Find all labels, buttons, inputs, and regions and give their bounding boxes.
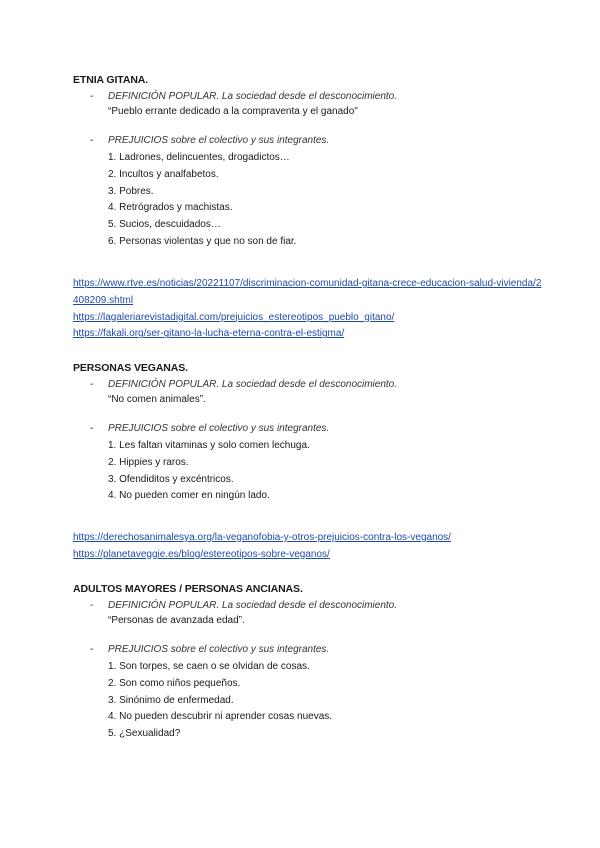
prejudice-bullet xyxy=(73,134,573,148)
list-item: 5. ¿Sexualidad? xyxy=(108,728,181,740)
prejudice-label: PREJUICIOS sobre el colectivo y sus integrantes. xyxy=(108,135,330,146)
definition-label: DEFINICIÓN POPULAR. La sociedad desde el desconocimiento. xyxy=(108,600,398,611)
bullet-dash: - xyxy=(90,644,94,655)
links-personas-veganas xyxy=(73,530,543,564)
links-etnia-gitana xyxy=(73,276,543,343)
definition-label: DEFINICIÓN POPULAR. La sociedad desde el desconocimiento. xyxy=(108,379,398,390)
definition-quote: “Personas de avanzada edad”. xyxy=(108,615,245,626)
list-item: 2. Incultos y analfabetos. xyxy=(108,168,219,180)
reference-link[interactable]: https://www.rtve.es/noticias/20221107/discriminacion-comunidad-gitana-crece-educacion-salud-vivienda/2408209.shtml xyxy=(73,278,542,306)
definition-bullet xyxy=(73,90,573,104)
definition-bullet xyxy=(73,378,573,392)
list-item: 4. Retrógrados y machistas. xyxy=(108,202,233,214)
section-adultos-mayores xyxy=(73,582,573,743)
section-heading: PERSONAS VEGANAS. xyxy=(73,362,188,374)
reference-link[interactable]: https://planetaveggie.es/blog/estereotipos-sobre-veganos/ xyxy=(73,548,330,560)
section-heading: ADULTOS MAYORES / PERSONAS ANCIANAS. xyxy=(73,583,303,595)
list-item: 6. Personas violentas y que no son de fiar. xyxy=(108,235,297,247)
definition-bullet xyxy=(73,599,573,613)
prejudice-bullet xyxy=(73,422,573,436)
list-item: 4. No pueden comer en ningún lado. xyxy=(108,490,270,502)
prejudice-list xyxy=(73,659,573,743)
bullet-dash: - xyxy=(90,600,94,611)
list-item: 3. Sinónimo de enfermedad. xyxy=(108,694,234,706)
reference-link[interactable]: https://fakali.org/ser-gitano-la-lucha-eterna-contra-el-estigma/ xyxy=(73,328,345,340)
prejudice-bullet xyxy=(73,643,573,657)
section-etnia-gitana xyxy=(73,73,573,251)
list-item: 2. Son como niños pequeños. xyxy=(108,677,241,689)
list-item: 1. Les faltan vitaminas y solo comen lechuga. xyxy=(108,440,310,451)
list-item: 3. Pobres. xyxy=(108,185,154,197)
reference-link[interactable]: https://lagaleriarevistadigital.com/prejuicios_estereotipos_pueblo_gitano/ xyxy=(73,311,395,323)
definition-quote: “No comen animales”. xyxy=(108,394,206,405)
definition-quote: “Pueblo errante dedicado a la compraventa y el ganado" xyxy=(108,106,358,117)
prejudice-list xyxy=(73,150,573,251)
list-item: 2. Hippies y raros. xyxy=(108,456,189,468)
definition-label: DEFINICIÓN POPULAR. La sociedad desde el desconocimiento. xyxy=(108,91,398,102)
list-item: 1. Ladrones, delincuentes, drogadictos… xyxy=(108,152,290,163)
list-item: 5. Sucios, descuidados… xyxy=(108,219,221,231)
bullet-dash: - xyxy=(90,379,94,390)
reference-link[interactable]: https://derechosanimalesya.org/la-veganofobia-y-otros-prejuicios-contra-los-veganos/ xyxy=(73,532,451,543)
list-item: 3. Ofendiditos y excéntricos. xyxy=(108,473,234,485)
prejudice-list xyxy=(73,438,573,505)
prejudice-label: PREJUICIOS sobre el colectivo y sus integrantes. xyxy=(108,423,330,434)
prejudice-label: PREJUICIOS sobre el colectivo y sus integrantes. xyxy=(108,644,330,655)
list-item: 4. No pueden descubrir ni aprender cosas nuevas. xyxy=(108,711,333,723)
section-personas-veganas xyxy=(73,361,573,505)
list-item: 1. Son torpes, se caen o se olvidan de cosas. xyxy=(108,661,310,672)
bullet-dash: - xyxy=(90,91,94,102)
section-heading: ETNIA GITANA. xyxy=(73,74,149,86)
bullet-dash: - xyxy=(90,423,94,434)
bullet-dash: - xyxy=(90,135,94,146)
